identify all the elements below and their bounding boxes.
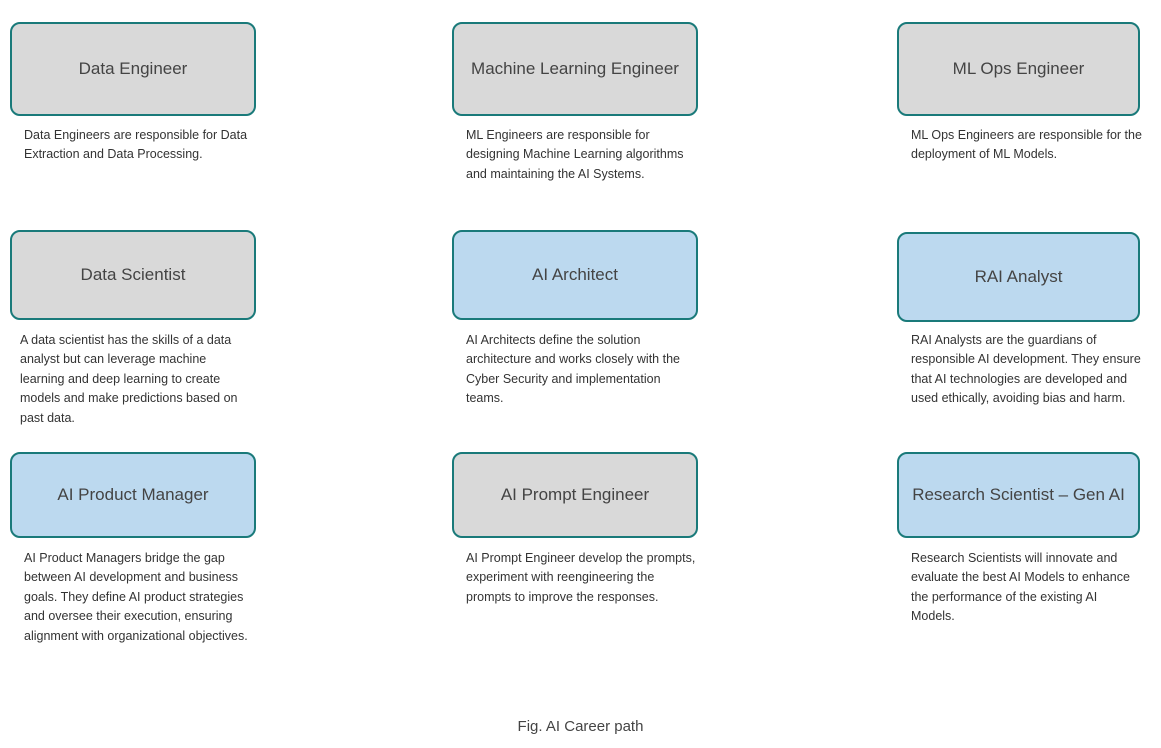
node-ai-architect[interactable] xyxy=(452,230,698,320)
node-description-rai-analyst: RAI Analysts are the guardians of responsible AI development. They ensure that AI technologies are developed and used ethically, avoiding bias and harm. xyxy=(911,333,1141,406)
node-title: Data Scientist xyxy=(80,265,186,285)
node-description-ml-ops-engineer: ML Ops Engineers are responsible for the deployment of ML Models. xyxy=(911,128,1142,162)
node-description-data-engineer: Data Engineers are responsible for Data Extraction and Data Processing. xyxy=(24,128,248,162)
node-data-engineer[interactable] xyxy=(10,22,256,116)
node-title: Data Engineer xyxy=(78,59,188,79)
node-title: Machine Learning Engineer xyxy=(471,59,679,79)
node-title: RAI Analyst xyxy=(974,267,1063,287)
node-rai-analyst[interactable] xyxy=(897,232,1140,322)
node-description-ai-prompt-engineer: AI Prompt Engineer develop the prompts, experiment with reengineering the prompts to improve the responses. xyxy=(466,551,696,604)
node-title: ML Ops Engineer xyxy=(952,59,1085,79)
node-research-scientist-gen-ai[interactable] xyxy=(897,452,1140,538)
node-ml-ops-engineer[interactable] xyxy=(897,22,1140,116)
node-machine-learning-engineer[interactable] xyxy=(452,22,698,116)
node-description-ai-product-manager: AI Product Managers bridge the gap between AI development and business goals. They define AI product strategies and oversee their execution, ensuring alignment with organizational objectives. xyxy=(24,551,248,643)
node-title: AI Product Manager xyxy=(57,485,209,505)
node-ai-product-manager[interactable] xyxy=(10,452,256,538)
node-title: AI Architect xyxy=(532,265,618,285)
node-title: AI Prompt Engineer xyxy=(500,485,650,505)
node-ai-prompt-engineer[interactable] xyxy=(452,452,698,538)
node-description-data-scientist: A data scientist has the skills of a data analyst but can leverage machine learning and deep learning to create models and make predictions based on past data. xyxy=(20,333,238,425)
node-description-research-scientist-gen-ai: Research Scientists will innovate and evaluate the best AI Models to enhance the performance of the existing AI Models. xyxy=(911,551,1130,624)
node-title: Research Scientist – Gen AI xyxy=(912,485,1125,505)
node-data-scientist[interactable] xyxy=(10,230,256,320)
node-description-machine-learning-engineer: ML Engineers are responsible for designing Machine Learning algorithms and maintaining the AI Systems. xyxy=(466,128,684,181)
node-description-ai-architect: AI Architects define the solution architecture and works closely with the Cyber Security and implementation teams. xyxy=(466,333,680,406)
figure-caption: Fig. AI Career path xyxy=(517,718,644,735)
